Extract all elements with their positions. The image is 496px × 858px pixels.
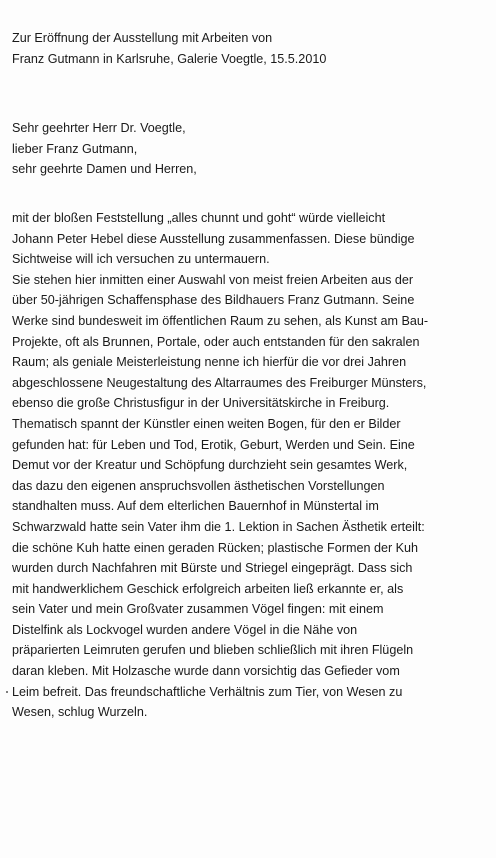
body-line: Johann Peter Hebel diese Ausstellung zusammenfassen. Diese bündige [12,231,415,246]
scan-speck [6,691,8,693]
body-line: über 50-jährigen Schaffensphase des Bildhauers Franz Gutmann. Seine [12,293,415,308]
body-line: daran kleben. Mit Holzasche wurde dann vorsichtig das Gefieder vom [12,664,400,679]
body-line: gefunden hat: für Leben und Tod, Erotik, Geburt, Werden und Sein. Eine [12,437,415,452]
salutation-line-1: Sehr geehrter Herr Dr. Voegtle, [12,121,186,135]
document-heading [12,28,326,69]
body-line: Distelfink als Lockvogel wurden andere Vögel in die Nähe von [12,622,358,637]
body-line: mit der bloßen Feststellung „alles chunnt und goht“ würde vielleicht [12,211,386,225]
body-line: das dazu den eigenen anspruchsvollen ästhetischen Vorstellungen [12,478,385,493]
salutation-block [12,118,197,180]
body-line: Raum; als geniale Meisterleistung nenne ich hierfür die vor drei Jahren [12,355,407,370]
body-line: Sie stehen hier inmitten einer Auswahl von meist freien Arbeiten aus der [12,272,414,287]
body-line: Thematisch spannt der Künstler einen weiten Bogen, für den er Bilder [12,416,401,431]
body-line: wurden durch Nachfahren mit Bürste und Striegel eingeprägt. Dass sich [12,561,413,576]
heading-line-2: Franz Gutmann in Karlsruhe, Galerie Voegtle, 15.5.2010 [12,51,327,66]
salutation-line-2: lieber Franz Gutmann, [12,141,138,156]
heading-line-1: Zur Eröffnung der Ausstellung mit Arbeiten von [12,31,273,45]
body-line: abgeschlossene Neugestaltung des Altarraumes des Freiburger Münsters, [12,375,427,390]
body-line: präparierten Leimruten gerufen und blieben schließlich mit ihren Flügeln [12,643,414,658]
body-text [12,208,428,723]
body-line: Projekte, oft als Brunnen, Portale, oder auch entstanden für den sakralen [12,334,420,349]
body-line: Schwarzwald hatte sein Vater ihm die 1. Lektion in Sachen Ästhetik erteilt: [12,519,425,534]
body-line: Leim befreit. Das freundschaftliche Verhältnis zum Tier, von Wesen zu [12,684,403,699]
body-line: standhalten muss. Auf dem elterlichen Bauernhof in Münstertal im [12,499,379,514]
body-line: Wesen, schlug Wurzeln. [12,705,148,720]
body-line: mit handwerklichem Geschick erfolgreich arbeiten ließ erkannte er, als [12,581,404,596]
body-line: ebenso die große Christusfigur in der Universitätskirche in Freiburg. [12,396,390,411]
body-line: Werke sind bundesweit im öffentlichen Raum zu sehen, als Kunst am Bau- [12,313,429,328]
body-line: die schöne Kuh hatte einen geraden Rücken; plastische Formen der Kuh [12,540,419,555]
body-line: Demut vor der Kreatur und Schöpfung durchzieht sein gesamtes Werk, [12,458,408,473]
body-line: Sichtweise will ich versuchen zu untermauern. [12,252,270,267]
salutation-line-3: sehr geehrte Damen und Herren, [12,162,197,177]
body-line: sein Vater und mein Großvater zusammen Vögel fingen: mit einem [12,602,384,617]
